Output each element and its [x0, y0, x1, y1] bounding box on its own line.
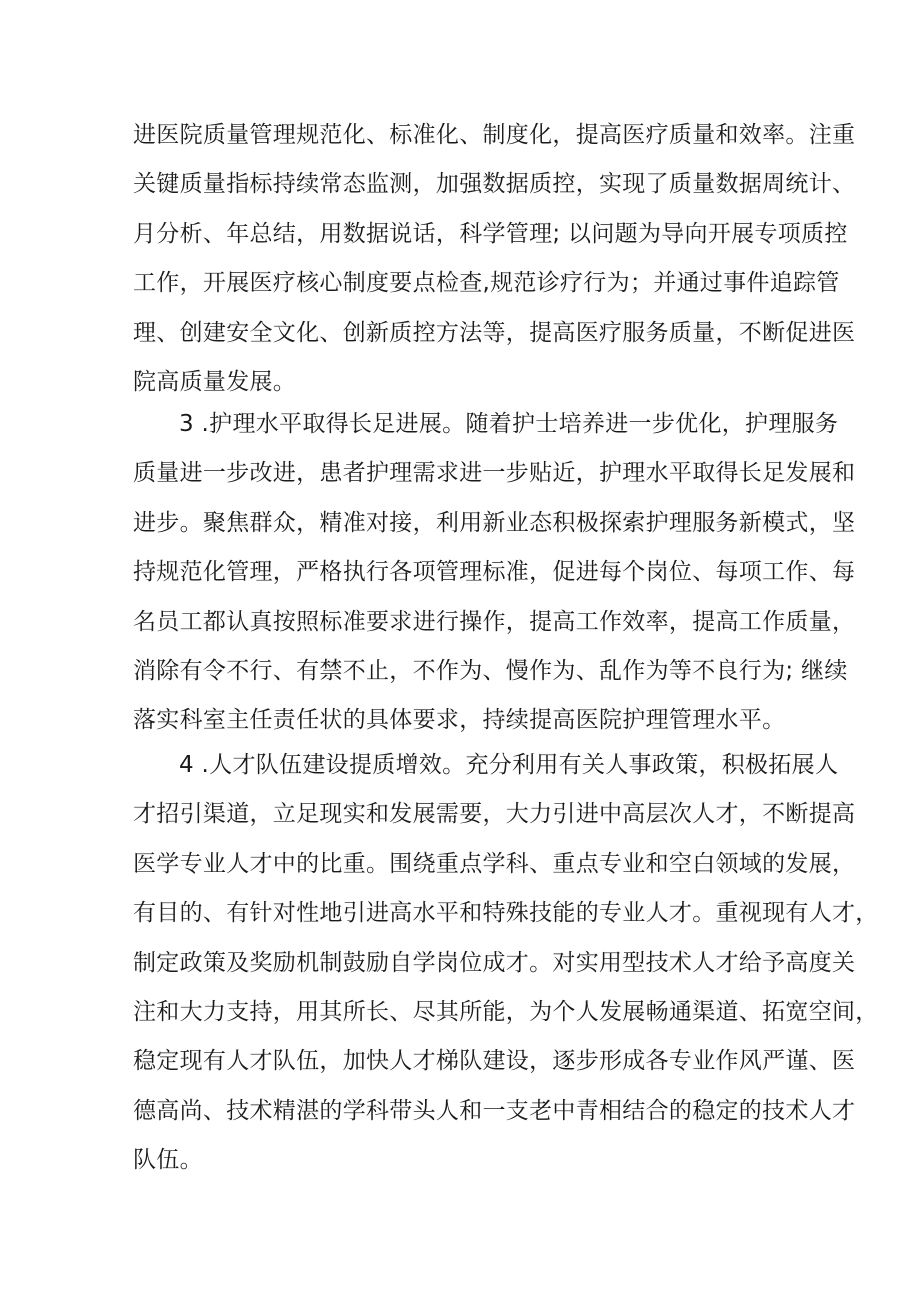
text-line: 月分析、年总结，用数据说话，科学管理; 以问题为导向开展专项质控 [133, 220, 848, 247]
text-line: 有目的、有针对性地引进高水平和特殊技能的专业人才。重视现有人才， [133, 900, 879, 927]
paragraph-nursing-level [133, 400, 856, 746]
text-line: 落实科室主任责任状的具体要求，持续提高医院护理管理水平。 [133, 707, 786, 734]
text-line: 队伍。 [133, 1147, 203, 1174]
text-line: 院高质量发展。 [133, 368, 297, 395]
text-line: 工作，开展医疗核心制度要点检查,规范诊疗行为；并通过事件追踪管 [133, 270, 840, 297]
text-line: 持规范化管理，严格执行各项管理标准，促进每个岗位、每项工作、每 [133, 559, 856, 586]
text-line: 4 .人才队伍建设提质增效。充分利用有关人事政策，积极拓展人 [179, 752, 839, 778]
paragraph-quality-management [133, 111, 856, 407]
text-line: 理、创建安全文化、创新质控方法等，提高医疗服务质量，不断促进医 [133, 319, 856, 346]
text-line: 进步。聚焦群众，精准对接，利用新业态积极探索护理服务新模式，坚 [133, 509, 856, 536]
text-line: 名员工都认真按照标准要求进行操作，提高工作效率，提高工作质量， [133, 608, 856, 635]
text-line: 3 .护理水平取得长足进展。随着护士培养进一步优化，护理服务 [179, 411, 839, 437]
text-line: 消除有令不行、有禁不止，不作为、慢作为、乱作为等不良行为; 继续 [133, 657, 848, 684]
text-line: 关键质量指标持续常态监测，加强数据质控，实现了质量数据周统计、 [133, 171, 856, 198]
text-line: 稳定现有人才队伍，加快人才梯队建设，逐步形成各专业作风严谨、医 [133, 1048, 856, 1075]
text-line: 质量进一步改进，患者护理需求进一步贴近，护理水平取得长足发展和 [133, 460, 856, 487]
text-line: 制定政策及奖励机制鼓励自学岗位成才。对实用型技术人才给予高度关 [133, 949, 856, 976]
paragraph-talent-team [133, 741, 879, 1186]
text-line: 医学专业人才中的比重。围绕重点学科、重点专业和空白领域的发展， [133, 850, 856, 877]
text-line: 进医院质量管理规范化、标准化、制度化，提高医疗质量和效率。注重 [133, 122, 856, 148]
text-line: 才招引渠道，立足现实和发展需要，大力引进中高层次人才，不断提高 [133, 801, 856, 828]
text-line: 注和大力支持，用其所长、尽其所能，为个人发展畅通渠道、拓宽空间， [133, 998, 879, 1025]
text-line: 德高尚、技术精湛的学科带头人和一支老中青相结合的稳定的技术人才 [133, 1097, 856, 1124]
